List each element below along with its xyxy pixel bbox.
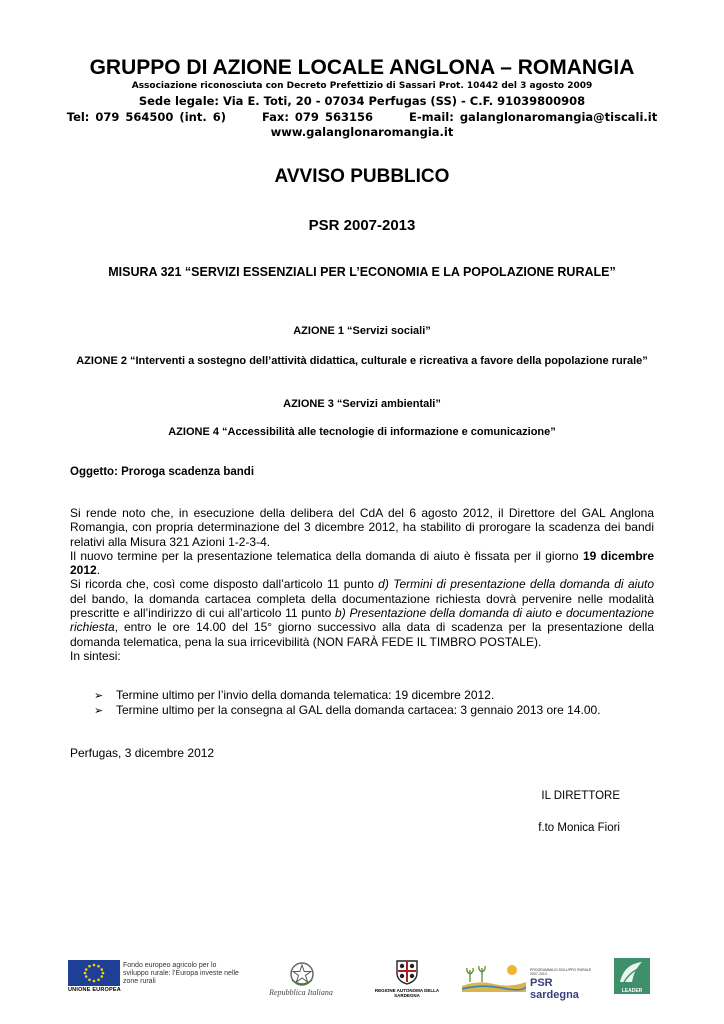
repubblica-text: Repubblica Italiana	[269, 988, 333, 997]
measure-title: MISURA 321 “SERVIZI ESSENZIALI PER L’ECONOMIA E LA POPOLAZIONE RURALE”	[108, 265, 616, 279]
list-item	[94, 688, 601, 703]
arrow-bullet-icon: ➢	[94, 704, 104, 717]
deadline-period: .	[96, 563, 101, 578]
eu-label: UNIONE EUROPEA	[68, 987, 121, 993]
psr-program-text: PROGRAMMA DI SVILUPPO RURALE 2007-2013	[530, 968, 592, 976]
eu-logo	[68, 958, 240, 998]
subject-line: Oggetto: Proroga scadenza bandi	[70, 466, 255, 478]
director-signature: f.to Monica Fiori	[538, 822, 620, 834]
leader-text: LEADER	[621, 988, 643, 994]
submission-text-e: , entro le ore 14.00 del 15° giorno successivo alla data di scadenza per la presentazione della domanda telematica, pena la sua irricevibilità (NON FARÀ FEDE IL TIMBRO POSTALE).	[70, 620, 654, 649]
sardinia-coat-of-arms-icon	[395, 959, 419, 985]
organization-title: GRUPPO DI AZIONE LOCALE ANGLONA – ROMANGIA	[89, 56, 635, 79]
list-item-text: Termine ultimo per l’invio della domanda telematica: 19 dicembre 2012.	[116, 688, 495, 702]
contact-line: Tel: 079 564500 (int. 6) Fax: 079 563156 E-mail: galanglonaromangia@tiscali.it	[66, 110, 658, 124]
website-link[interactable]: www.galanglonaromangia.it	[270, 125, 454, 139]
action-1: AZIONE 1 “Servizi sociali”	[293, 325, 431, 337]
leader-logo	[614, 958, 650, 998]
submission-ref-b: b) Presentazione della domanda di aiuto e documentazione richiesta	[70, 606, 655, 635]
action-4: AZIONE 4 “Accessibilità alle tecnologie di informazione e comunicazione”	[168, 426, 556, 438]
paragraph-announcement: Si rende noto che, in esecuzione della delibera del CdA del 6 agosto 2012, il Direttore del GAL Anglona Romangia, con propria determinazione del 3 dicembre 2012, ha stabilito di prorogare la scadenza dei bandi relativi alla Misura 321 Azioni 1-2-3-4.	[70, 506, 654, 549]
program-title: PSR 2007-2013	[308, 217, 416, 234]
arrow-bullet-icon: ➢	[94, 689, 104, 702]
psr-logo	[462, 958, 600, 1001]
italian-emblem-icon	[288, 960, 316, 988]
psr-landscape-icon	[462, 962, 526, 992]
summary-list	[94, 688, 601, 718]
director-title: IL DIRETTORE	[541, 790, 620, 802]
sardegna-logo	[362, 958, 452, 998]
action-3: AZIONE 3 “Servizi ambientali”	[283, 398, 441, 410]
paragraph-summary: In sintesi:	[70, 648, 121, 663]
action-2: AZIONE 2 “Interventi a sostegno dell’attività didattica, culturale e ricreativa a favore della popolazione rurale”	[76, 355, 648, 367]
deadline-date: 19 dicembre 2012	[70, 548, 654, 578]
list-item	[94, 703, 601, 718]
notice-title: AVVISO PUBBLICO	[274, 166, 450, 187]
association-recognition: Associazione riconosciuta con Decreto Prefettizio di Sassari Prot. 10442 del 3 agosto 2009	[131, 81, 593, 91]
submission-text-a: Si ricorda che, così come disposto dall’articolo 11 punto	[70, 577, 379, 592]
legal-address: Sede legale: Via E. Toti, 20 - 07034 Perfugas (SS) - C.F. 91039800908	[138, 94, 586, 108]
eu-flag-icon	[68, 960, 120, 986]
place-and-date: Perfugas, 3 dicembre 2012	[70, 746, 215, 760]
submission-ref-d: d) Termini di presentazione della domanda di aiuto	[378, 577, 654, 592]
deadline-text: Il nuovo termine per la presentazione telematica della domanda di aiuto è fissata per il giorno	[70, 548, 583, 563]
paragraph-new-deadline	[70, 549, 654, 578]
repubblica-logo	[256, 958, 346, 998]
psr-name: PSR sardegna	[530, 977, 579, 1001]
list-item-text: Termine ultimo per la consegna al GAL della domanda cartacea: 3 gennaio 2013 ore 14.00.	[116, 703, 601, 717]
paragraph-paper-submission	[70, 577, 654, 648]
eafrd-text: Fondo europeo agricolo per lo sviluppo rurale: l’Europa investe nelle zone rurali	[123, 962, 239, 985]
notice-body	[70, 506, 654, 663]
submission-text-c: del bando, la domanda cartacea completa della documentazione richiesta dovrà pervenire nelle modalità prescritte e all’indirizzo di cui all’articolo 11 punto	[70, 591, 654, 621]
sardegna-text: REGIONE AUTONOMA DELLA SARDEGNA	[374, 988, 440, 998]
